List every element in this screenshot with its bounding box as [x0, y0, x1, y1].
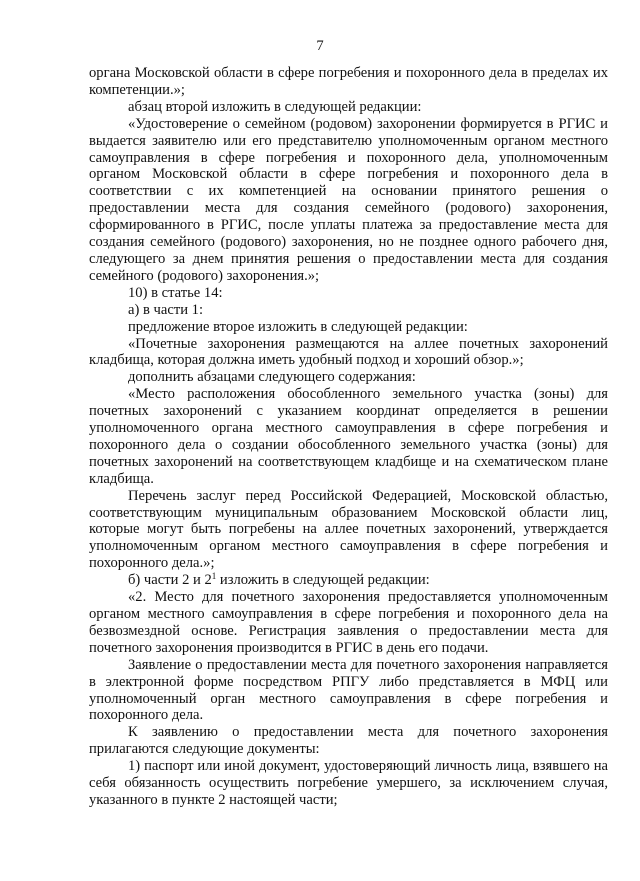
page-number: 7 [316, 38, 324, 54]
paragraph-text: 1) паспорт или иной документ, удостоверяющий личность лица, взявшего на себя обязанность осуществить погребение умершего, за исключением случая, указанного в пункте 2 настоящей части; [89, 758, 608, 808]
paragraph [89, 724, 608, 758]
paragraph [89, 589, 608, 657]
superscript: 1 [211, 571, 217, 582]
paragraph-text: К заявлению о предоставлении места для почетного захоронения прилагаются следующие документы: [89, 724, 608, 758]
paragraph-text: Перечень заслуг перед Российской Федерацией, Московской областью, соответствующим муниципальным образованием Московской области лиц, которые могут быть погребены на аллее почетных захоронений, утверждается уполномоченным органом местного самоуправления в сфере погребения и похоронного дела.»; [89, 487, 608, 572]
paragraph [89, 302, 608, 319]
paragraph-text: б) части 2 и 2 [128, 572, 212, 589]
paragraph [89, 488, 608, 573]
paragraph [89, 65, 608, 99]
paragraph-text: Заявление о предоставлении места для почетного захоронения направляется в электронной форме посредством РПГУ либо представляется в МФЦ или уполномоченный орган местного самоуправления в сфере погребения и похоронного дела. [89, 656, 608, 724]
paragraph [89, 99, 608, 116]
paragraph-text: «Удостоверение о семейном (родовом) захоронении формируется в РГИС и выдается заявителю или его представителю уполномоченным органом местного самоуправления в сфере погребения и похоронного дела, уполномоченным органом Московской области в сфере погребения и похоронного дела в соответствии с их компетенцией на основании принятого решения о предоставлении места для создания семейного (родового) захоронения, сформированного в РГИС, после уплаты платежа за предоставление места для создания семейного (родового) захоронения, но не позднее одного рабочего дня, следующего за днем принятия решения о предоставлении места для создания семейного (родового) захоронения.»; [89, 115, 608, 284]
paragraph-text: абзац второй изложить в следующей редакции: [128, 98, 422, 115]
paragraph [89, 369, 608, 386]
paragraph [89, 758, 608, 809]
paragraph-text: а) в части 1: [128, 301, 204, 318]
paragraph [89, 386, 608, 487]
paragraph-text: 10) в статье 14: [128, 284, 223, 301]
paragraph [89, 657, 608, 725]
paragraph-text: дополнить абзацами следующего содержания: [128, 369, 416, 386]
paragraph [89, 285, 608, 302]
document-body [89, 65, 608, 809]
paragraph [89, 572, 608, 589]
paragraph-text: «2. Место для почетного захоронения предоставляется уполномоченным органом местного самоуправления в сфере погребения и похоронного дела на безвозмездной основе. Регистрация заявления о предоставлении места для почетного захоронения производится в РГИС в день его подачи. [89, 589, 608, 656]
paragraph-text: предложение второе изложить в следующей редакции: [128, 318, 468, 335]
paragraph [89, 116, 608, 285]
paragraph [89, 336, 608, 370]
paragraph-text: «Место расположения обособленного земельного участка (зоны) для почетных захоронений с указанием координат определяется в решении уполномоченного органа местного самоуправления в сфере погребения и похоронного дела о создании обособленного земельного участка (зоны) для почетных захоронений на соответствующем кладбище и на схематическом плане кладбища. [89, 386, 608, 487]
paragraph-text: органа Московской области в сфере погребения и похоронного дела в пределах их компетенции.»; [89, 65, 608, 98]
paragraph-text: «Почетные захоронения размещаются на аллее почетных захоронений кладбища, которая должна иметь удобный подход и хороший обзор.»; [89, 335, 608, 369]
paragraph [89, 319, 608, 336]
paragraph-text-continued: изложить в следующей редакции: [216, 572, 430, 589]
